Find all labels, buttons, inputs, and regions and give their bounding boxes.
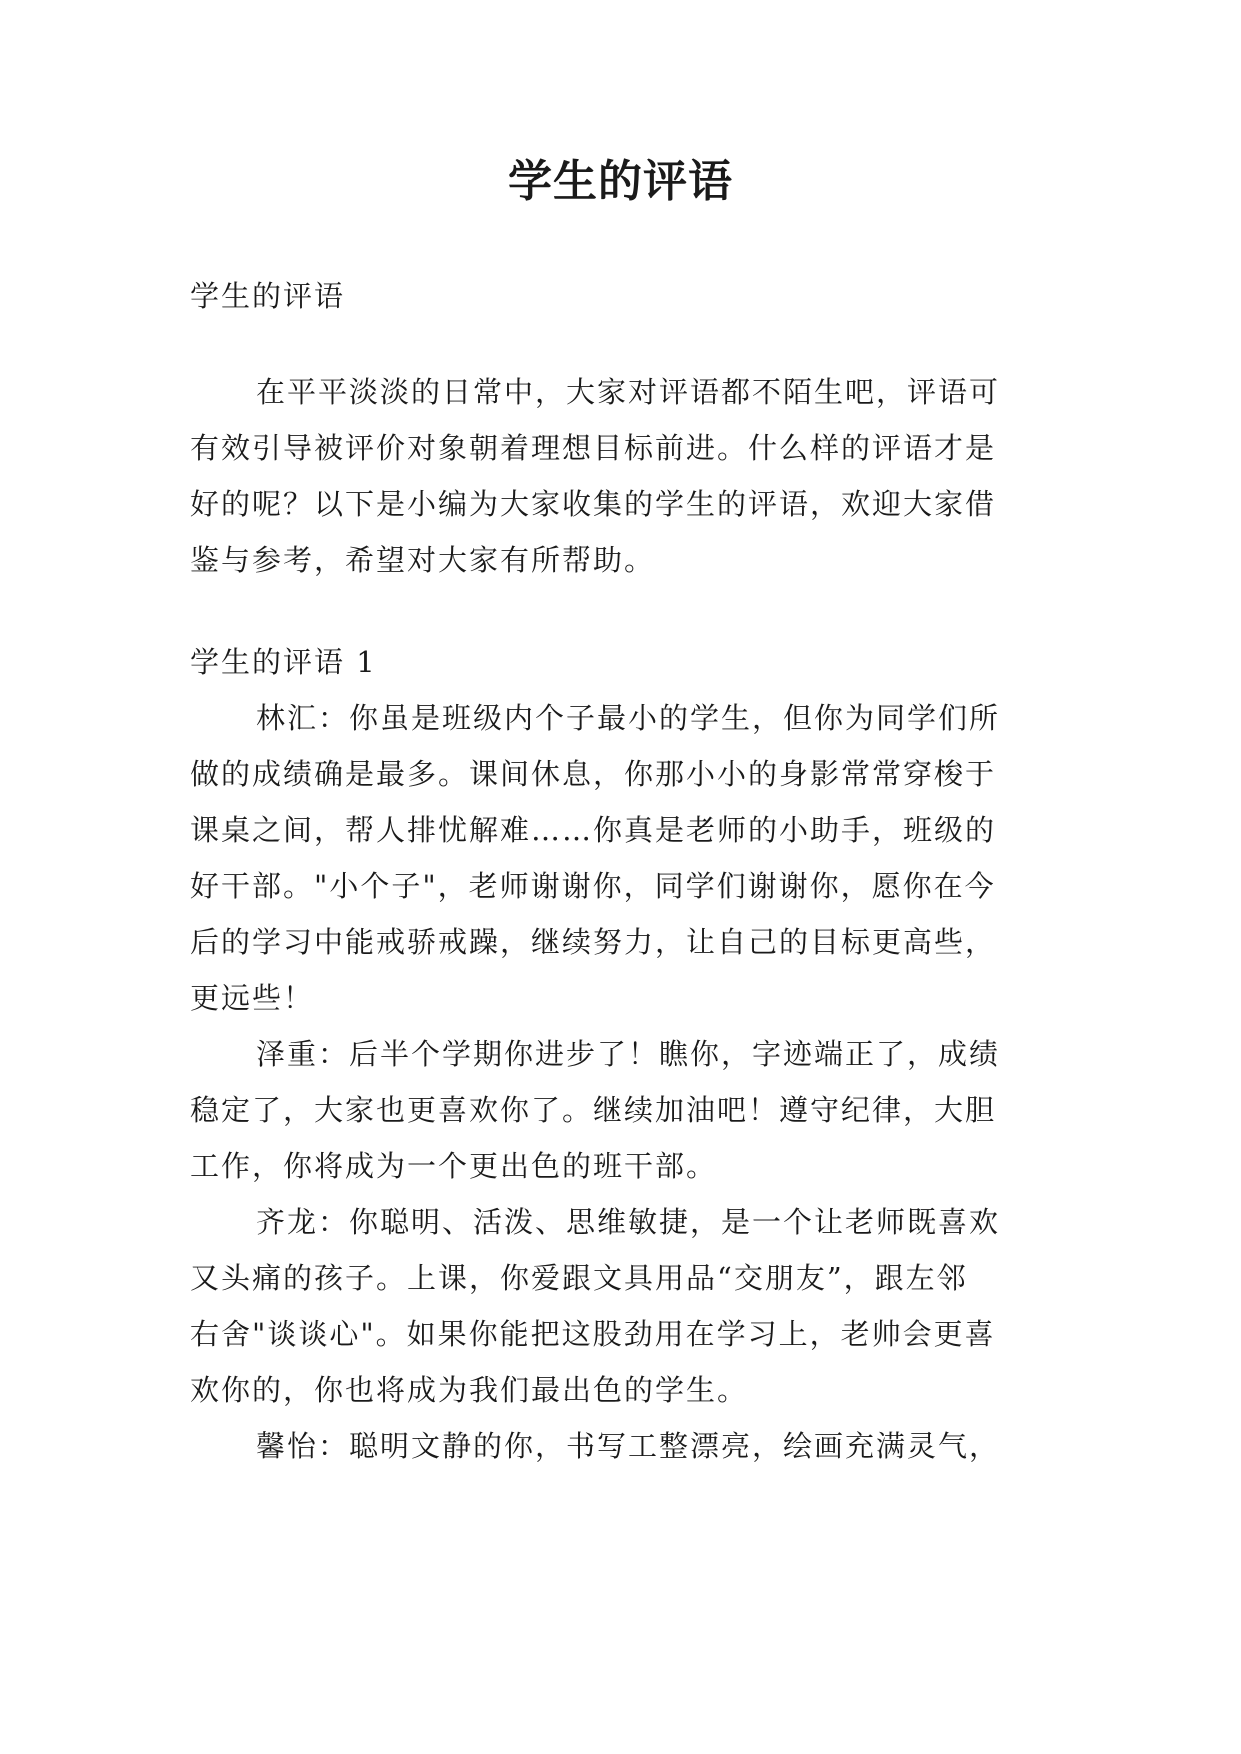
paragraph-line: 更远些！ xyxy=(190,981,315,1015)
intro-line-1: 在平平淡淡的日常中，大家对评语都不陌生吧，评语可 xyxy=(256,375,1001,409)
paragraph-line: 馨怡：聪明文静的你，书写工整漂亮，绘画充满灵气， xyxy=(256,1429,1001,1463)
paragraph-line: 课桌之间，帮人排忧解难……你真是老师的小助手，班级的 xyxy=(190,813,997,847)
paragraph-line: 欢你的，你也将成为我们最出色的学生。 xyxy=(190,1373,749,1407)
paragraph-line: 好干部。"小个子"，老师谢谢你，同学们谢谢你，愿你在今 xyxy=(190,869,996,903)
subtitle-line: 学生的评语 xyxy=(190,279,346,313)
paragraph-line: 泽重：后半个学期你进步了！瞧你，字迹端正了，成绩 xyxy=(256,1037,1001,1071)
intro-line-4: 鉴与参考，希望对大家有所帮助。 xyxy=(190,543,656,577)
paragraph-line: 右舍"谈谈心"。如果你能把这股劲用在学习上，老帅会更喜 xyxy=(190,1317,996,1351)
intro-line-3: 好的呢？以下是小编为大家收集的学生的评语，欢迎大家借 xyxy=(190,487,997,521)
document-title: 学生的评语 xyxy=(508,156,733,207)
intro-line-2: 有效引导被评价对象朝着理想目标前进。什么样的评语才是 xyxy=(190,431,997,465)
paragraph-line: 又头痛的孩子。上课，你爱跟文具用品“交朋友”，跟左邻 xyxy=(190,1261,968,1295)
paragraph-line: 工作，你将成为一个更出色的班干部。 xyxy=(190,1149,718,1183)
paragraph-line: 做的成绩确是最多。课间休息，你那小小的身影常常穿梭于 xyxy=(190,757,997,791)
paragraph-line: 齐龙：你聪明、活泼、思维敏捷，是一个让老师既喜欢 xyxy=(256,1205,1001,1239)
paragraph-line: 稳定了，大家也更喜欢你了。继续加油吧！遵守纪律，大胆 xyxy=(190,1093,997,1127)
section-heading: 学生的评语 1 xyxy=(190,645,377,679)
paragraph-line: 林汇：你虽是班级内个子最小的学生，但你为同学们所 xyxy=(256,701,1001,735)
paragraph-line: 后的学习中能戒骄戒躁，继续努力，让自己的目标更高些， xyxy=(190,925,997,959)
